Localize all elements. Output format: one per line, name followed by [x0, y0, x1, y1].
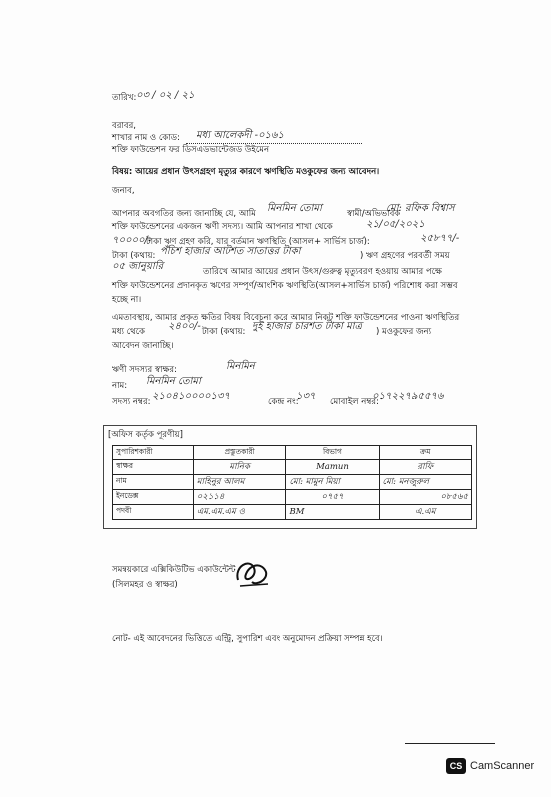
body-line-6: শক্তি ফাউন্ডেশনের প্রদানকৃত ঋণের সম্পূর্ণ/আংশিক ঋণস্থিতি(আসল+সার্ভিস চার্জ) পরিশোধ করা সম্ভব	[112, 281, 458, 291]
center-number-hw: ১৩৭	[296, 391, 316, 402]
camscanner-label: CamScanner	[470, 760, 535, 772]
member-number-label: সদস্য নম্বর:	[112, 397, 151, 407]
table-cell: মো: মনজুরুল	[382, 477, 429, 487]
table-cell: মাহিনুর আলম	[196, 477, 245, 487]
accountant-label: সমন্বয়কারে এক্সিকিউটিভ একাউন্টেন্ট	[112, 565, 236, 575]
branch-name-value: মধ্য আলেকদী -০১৬১	[196, 130, 285, 141]
table-cell: ০৮৫৬৫	[440, 492, 468, 502]
body-p2-line-2-suffix: ) মওকুফের জন্য	[376, 327, 432, 337]
organization-line: শক্তি ফাউন্ডেশন ফর ডিসএডভান্টেজড উইমেন	[112, 145, 270, 155]
table-header-row	[113, 446, 472, 460]
table-cell: এ.এম	[415, 507, 436, 517]
table-cell: ০৭৫৭	[321, 492, 344, 502]
footer-note: নোট- এই আবেদনের ভিত্তিতে এন্ট্রি, সুপারিশ এবং অনুমোদন প্রক্রিয়া সম্পন্ন হবে।	[112, 634, 383, 644]
outstanding-hw: ২৫৮৭৭/-	[420, 233, 460, 244]
accountant-sublabel: (সিলমহর ও স্বাক্ষর)	[112, 580, 178, 590]
signature-label: ঋণী সদস্যর স্বাক্ষর:	[112, 365, 177, 375]
spouse-label: স্বামী/অভিভাবক	[347, 209, 401, 219]
outstanding-words-hw: পঁচিশ হাজার আটশত সাতাত্তর টাকা	[160, 246, 301, 257]
row-label: স্বাক্ষর	[113, 460, 194, 475]
body-p2-line-3: আবেদন জানাচ্ছি।	[112, 341, 174, 351]
body-line-2: শক্তি ফাউন্ডেশনের একজন ঋণী সদস্য। আমি আপনার শাখা থেকে	[112, 222, 333, 232]
table-header-cell: বিভাগ	[286, 446, 379, 460]
table-header-cell: ক্রম	[379, 446, 472, 460]
death-date-hw: ০৫ জানুয়ারি	[112, 261, 164, 272]
row-label: ইনডেক্স	[113, 490, 194, 505]
subject-line: বিষয়: আয়ের প্রধান উৎসগ্রহণ মৃত্যুর কারণে ঋণস্থিতি মওকুফের জন্য আবেদন।	[112, 167, 380, 177]
accountant-signature-mark	[232, 556, 272, 590]
body-p2-line-1: এমতাবস্থায়, আমার প্রকৃত ক্ষতির বিষয় বিবেচনা করে আমার নিকট শক্তি ফাউন্ডেশনের পাওনা ঋণস্থিতির	[112, 313, 460, 323]
body-line-1: আপনার অবগতির জন্য জানাচ্ছি যে, আমি	[112, 209, 256, 219]
branch-name-label: শাখার নাম ও কোড:	[112, 133, 180, 143]
recommendation-table	[112, 445, 472, 520]
table-row	[113, 460, 472, 475]
body-line-4-prefix: টাকা (কথায়:	[112, 251, 156, 261]
camscanner-logo-icon: CS	[446, 758, 466, 774]
office-use-label: [অফিস কর্তৃক পূরণীয়]	[108, 430, 183, 440]
row-label: পদবী	[113, 505, 194, 520]
member-name-hw: মিনমিন তোমা	[267, 203, 322, 214]
body-p2-line-2-prefix: মধ্য থেকে	[112, 327, 145, 337]
claim-words-hw: দুই হাজার চারশত টাকা মাত্র	[252, 321, 362, 332]
table-cell: মানিক	[229, 462, 250, 472]
applicant-signature-hw: মিনমিন	[226, 361, 255, 372]
body-line-5: তারিখে আমার আয়ের প্রধান উৎস/গুরুত্ব মৃত্যুবরণ হওয়ায় আমার পক্ষে	[203, 267, 442, 277]
table-header-cell: প্রস্তুতকারী	[193, 446, 286, 460]
table-row	[113, 490, 472, 505]
table-header-cell: সুপারিশকারী	[113, 446, 194, 460]
table-row	[113, 475, 472, 490]
table-cell: এম.এম.এম ও	[196, 507, 245, 517]
member-number-hw: ২১০৪১০০০০১৩৭	[152, 391, 230, 402]
spouse-name-hw: মো: রফিক বিশ্বাস	[386, 203, 455, 214]
loan-date-hw: ২১/০৫/২০২১	[366, 219, 425, 230]
table-cell: BM	[289, 507, 305, 517]
mobile-label: মোবাইল নম্বর:	[330, 397, 379, 407]
body-line-7: হচ্ছে না।	[112, 295, 142, 305]
body-p2-line-2-mid: টাকা (কথায়:	[202, 327, 246, 337]
body-line-3: টাকা ঋণ গ্রহণ করি, যার বর্তমান ঋণস্থিতি (আসল+ সার্ভিস চার্জ):	[146, 237, 370, 247]
claim-amount-hw: ২৪০০/-	[168, 321, 201, 332]
camscanner-watermark	[446, 758, 534, 774]
table-cell: ০২১১৪	[196, 492, 225, 502]
date-value: ০৩ / ০২ / ২১	[136, 90, 195, 101]
table-cell: মো: মামুন মিয়া	[289, 477, 340, 487]
salutation: জনাব,	[112, 186, 135, 196]
name-label: নাম:	[112, 381, 128, 391]
body-line-4-suffix: ) ঋণ গ্রহণের পরবর্তী সময়	[360, 251, 450, 261]
applicant-name-hw: মিনমিন তোমা	[146, 376, 201, 387]
date-label: তারিখ:	[112, 93, 137, 103]
table-cell: Mamun	[316, 462, 349, 472]
loan-amount-hw: ৭০০০০/-	[112, 235, 152, 246]
mobile-number-hw: ০১৭২২৭৯৫৫৭৬	[372, 391, 444, 402]
row-label: নাম	[113, 475, 194, 490]
table-cell: রাফি	[417, 462, 434, 472]
table-row	[113, 505, 472, 520]
recipient-title: বরাবর,	[112, 121, 136, 131]
center-number-label: কেন্দ্র নং:	[268, 397, 299, 407]
